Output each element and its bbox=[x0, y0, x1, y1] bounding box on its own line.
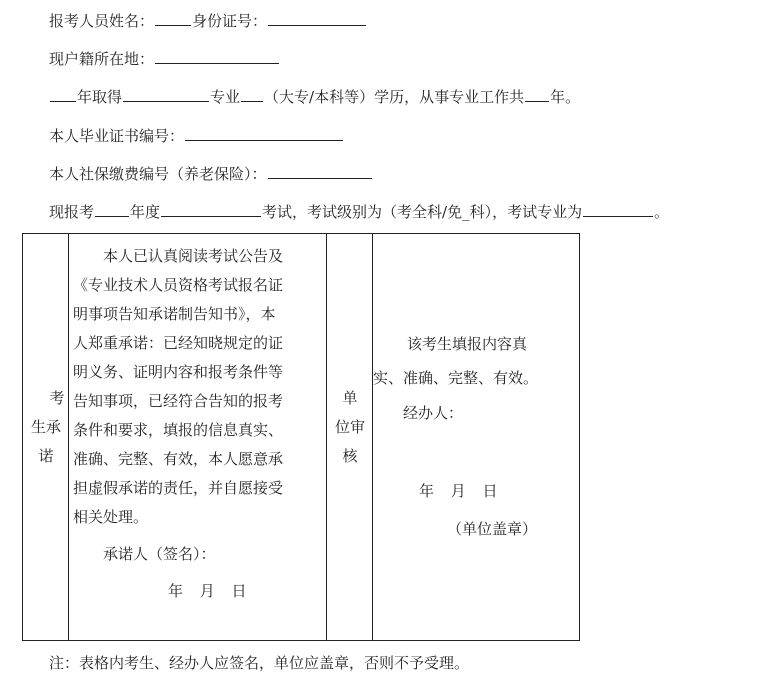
footnote: 注：表格内考生、经办人应签名，单位应盖章，否则不予受理。 bbox=[49, 654, 470, 672]
name-label: 报考人员姓名： bbox=[49, 12, 155, 30]
promise-text bbox=[69, 234, 327, 606]
promise-line: 明事项告知承诺制告知书》，本 bbox=[73, 305, 276, 323]
edu-major-field[interactable] bbox=[123, 86, 209, 102]
social-security-row bbox=[49, 163, 373, 184]
cert-field[interactable] bbox=[185, 125, 343, 141]
cert-label: 本人毕业证书编号： bbox=[49, 127, 185, 145]
exam-prefix: 现报考 bbox=[49, 203, 95, 221]
candidate-label-line3: 诺 bbox=[38, 447, 54, 465]
edu-years-suffix: 年。 bbox=[550, 88, 581, 106]
promise-line: 明义务、证明内容和报考条件等 bbox=[73, 363, 284, 381]
name-field[interactable] bbox=[155, 10, 191, 26]
unit-text-line1: 该考生填报内容真 bbox=[407, 335, 528, 353]
residence-field[interactable] bbox=[155, 48, 279, 64]
edu-level-field[interactable] bbox=[241, 86, 263, 102]
exam-major-field[interactable] bbox=[583, 201, 653, 217]
promise-line: 本人已认真阅读考试公告及 bbox=[103, 247, 284, 265]
exam-level-text: 考试，考试级别为（考全科/免_科），考试专业为 bbox=[262, 203, 583, 221]
exam-year-label: 年度 bbox=[130, 203, 161, 221]
id-field[interactable] bbox=[268, 10, 366, 26]
candidate-label-line2: 生承 bbox=[30, 418, 61, 436]
residence-row bbox=[49, 48, 280, 69]
promise-line: 相关处理。 bbox=[73, 508, 149, 526]
unit-seal-label: （单位盖章） bbox=[447, 520, 538, 538]
promise-line: 条件和要求，填报的信息真实、 bbox=[73, 421, 284, 439]
promise-line: 告知事项，已经符合告知的报考 bbox=[73, 392, 284, 410]
promise-line: 人郑重承诺：已经知晓规定的证 bbox=[73, 334, 284, 352]
social-security-label: 本人社保缴费编号（养老保险）： bbox=[49, 165, 267, 183]
promise-line: 《专业技术人员资格考试报名证 bbox=[73, 276, 284, 294]
exam-suffix: 。 bbox=[654, 203, 670, 221]
promise-line: 准确、完整、有效，本人愿意承 bbox=[73, 450, 284, 468]
work-years-field[interactable] bbox=[525, 86, 549, 102]
handler-label[interactable]: 经办人： bbox=[403, 404, 464, 422]
signer-label[interactable]: 承诺人（签名）： bbox=[103, 545, 216, 563]
education-row bbox=[49, 86, 580, 107]
unit-label-line3: 核 bbox=[342, 447, 358, 465]
social-security-field[interactable] bbox=[268, 163, 372, 179]
unit-text-line2: 实、准确、完整、有效。 bbox=[373, 369, 539, 387]
edu-major-label: 专业 bbox=[210, 88, 241, 106]
promise-date: 年 月 日 bbox=[168, 582, 247, 600]
candidate-commitment-label bbox=[23, 384, 69, 471]
unit-date: 年 月 日 bbox=[419, 482, 498, 500]
promise-line: 担虚假承诺的责任，并自愿接受 bbox=[73, 479, 284, 497]
unit-review-label bbox=[327, 384, 373, 471]
candidate-label-line1: 考 bbox=[49, 389, 65, 407]
exam-name-field[interactable] bbox=[161, 201, 261, 217]
residence-label: 现户籍所在地： bbox=[49, 50, 155, 68]
edu-year-suffix: 年取得 bbox=[77, 88, 123, 106]
id-label: 身份证号： bbox=[192, 12, 268, 30]
unit-label-line1: 单 bbox=[342, 389, 358, 407]
cert-row bbox=[49, 125, 344, 146]
name-id-row bbox=[49, 10, 367, 31]
exam-year-field[interactable] bbox=[95, 201, 129, 217]
edu-year-field[interactable] bbox=[50, 86, 76, 102]
unit-label-line2: 位审 bbox=[334, 418, 365, 436]
exam-row bbox=[49, 201, 669, 222]
commitment-table bbox=[22, 233, 580, 641]
edu-level-hint: （大专/本科等）学历，从事专业工作共 bbox=[264, 88, 525, 106]
